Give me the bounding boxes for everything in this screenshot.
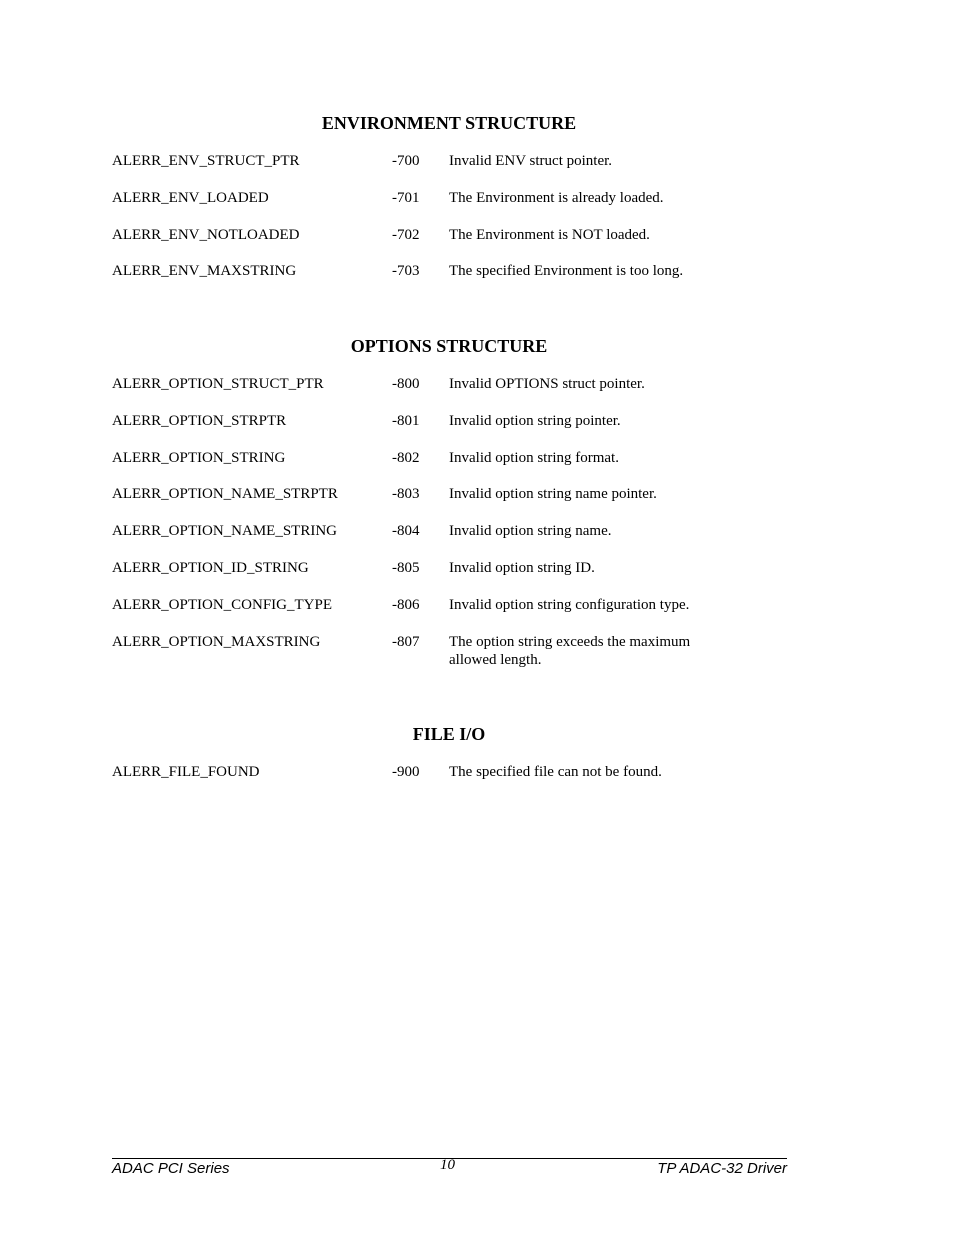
error-code-row [112, 375, 812, 412]
page-footer [112, 1158, 787, 1185]
error-constant: ALERR_OPTION_STRPTR [112, 412, 287, 429]
section-file-io [112, 723, 812, 800]
error-description: The Environment is already loaded. [449, 189, 664, 206]
error-description: The specified Environment is too long. [449, 263, 684, 280]
error-code-row [112, 412, 812, 449]
error-code-list [112, 152, 812, 299]
error-code: -701 [392, 189, 420, 206]
error-code: -806 [392, 596, 420, 613]
section-heading: ENVIRONMENT STRUCTURE [321, 113, 577, 133]
error-constant: ALERR_FILE_FOUND [112, 764, 260, 780]
error-constant: ALERR_OPTION_STRUCT_PTR [112, 376, 324, 392]
error-code-row [112, 449, 812, 486]
error-code-row [112, 596, 812, 633]
error-description: Invalid option string configuration type. [449, 596, 690, 613]
error-code: -800 [392, 376, 420, 392]
page-number: 10 [440, 1157, 455, 1173]
error-code: -900 [392, 764, 420, 780]
error-description: Invalid option string ID. [449, 559, 595, 576]
error-constant: ALERR_OPTION_NAME_STRING [112, 523, 337, 540]
error-code-row [112, 763, 812, 800]
error-code-row [112, 152, 812, 189]
error-constant: ALERR_OPTION_STRING [112, 449, 286, 466]
error-constant: ALERR_OPTION_ID_STRING [112, 559, 309, 576]
error-description: Invalid option string pointer. [449, 412, 621, 429]
error-code-row [112, 522, 812, 559]
error-code: -703 [392, 263, 420, 280]
error-constant: ALERR_ENV_LOADED [112, 189, 269, 206]
error-description: Invalid option string name. [449, 523, 612, 540]
error-code: -807 [392, 633, 420, 650]
error-description: Invalid option string format. [449, 449, 619, 466]
error-code: -700 [392, 153, 420, 169]
error-code-list [112, 763, 812, 800]
error-code: -801 [392, 412, 420, 429]
error-constant: ALERR_ENV_MAXSTRING [112, 263, 297, 280]
error-code-row [112, 559, 812, 596]
section-options-structure [112, 335, 812, 687]
error-code-row [112, 633, 812, 687]
error-code: -805 [392, 559, 420, 576]
error-code: -803 [392, 486, 420, 503]
error-code-row [112, 485, 812, 522]
error-description: Invalid ENV struct pointer. [449, 153, 613, 169]
section-environment-structure [112, 112, 812, 299]
error-description: Invalid OPTIONS struct pointer. [449, 376, 645, 392]
error-description: The option string exceeds the maximum allowed length. [449, 633, 691, 668]
error-code-row [112, 189, 812, 226]
error-constant: ALERR_ENV_NOTLOADED [112, 226, 300, 243]
error-code: -802 [392, 449, 420, 466]
error-code: -804 [392, 523, 420, 540]
footer-series-name: ADAC PCI Series [112, 1160, 230, 1177]
footer-document-title: TP ADAC-32 Driver [657, 1160, 787, 1177]
error-code-row [112, 262, 812, 299]
error-description: The Environment is NOT loaded. [449, 226, 650, 243]
error-code: -702 [392, 226, 420, 243]
error-code-row [112, 226, 812, 263]
error-constant: ALERR_OPTION_NAME_STRPTR [112, 486, 338, 503]
error-constant: ALERR_OPTION_CONFIG_TYPE [112, 596, 333, 613]
error-code-list [112, 375, 812, 687]
error-constant: ALERR_OPTION_MAXSTRING [112, 633, 321, 650]
error-constant: ALERR_ENV_STRUCT_PTR [112, 153, 300, 169]
error-description: The specified file can not be found. [449, 764, 662, 780]
section-heading: OPTIONS STRUCTURE [350, 336, 548, 356]
section-heading: FILE I/O [412, 724, 486, 744]
error-description: Invalid option string name pointer. [449, 486, 657, 503]
